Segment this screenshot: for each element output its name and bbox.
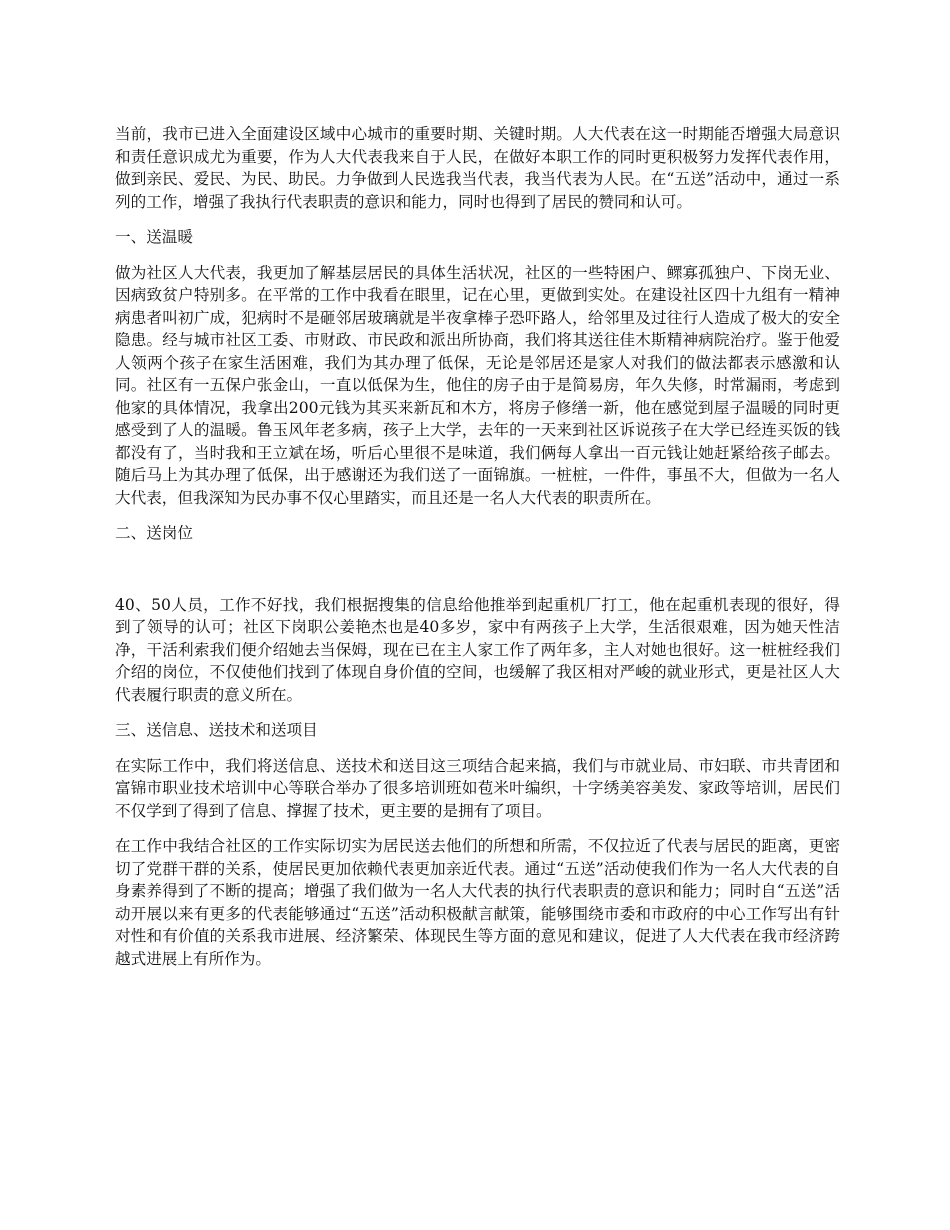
section-heading-2: 二、送岗位 — [115, 524, 193, 542]
intro-paragraph: 当前，我市已进入全面建设区域中心城市的重要时期、关键时期。人大代表在这一时期能否增强大局意识和责任意识成尤为重要，作为人大代表我来自于人民，在做好本职工作的同时更积极努力发挥代表作用，做到亲民、爱民、为民、助民。力争做到人民选我当代表，我当代表为人民。在“五送”活动中，通过一系列的工作，增强了我执行代表职责的意识和能力，同时也得到了居民的赞同和认可。 — [115, 125, 840, 211]
section-1-paragraph: 做为社区人大代表，我更加了解基层居民的具体生活状况，社区的一些特困户、鳏寡孤独户、下岗无业、因病致贫户特别多。在平常的工作中我看在眼里，记在心里，更做到实处。在建设社区四十九组有一精神病患者叫初广成，犯病时不是砸邻居玻璃就是半夜拿棒子恐吓路人，给邻里及过往行人造成了极大的安全隐患。经与城市社区工委、市财政、市民政和派出所协商，我们将其送往佳木斯精神病院治疗。鉴于他爱人领两个孩子在家生活困难，我们为其办理了低保，无论是邻居还是家人对我们的做法都表示感激和认同。社区有一五保户张金山，一直以低保为生，他住的房子由于是简易房，年久失修，时常漏雨，考虑到他家的具体情况，我拿出200元钱为其买来新瓦和木方，将房子修缮一新，他在感觉到屋子温暖的同时更感受到了人的温暖。鲁玉风年老多病，孩子上大学，去年的一天来到社区诉说孩子在大学已经连买饭的钱都没有了，当时我和王立斌在场，听后心里很不是味道，我们俩每人拿出一百元钱让她赶紧给孩子邮去。随后马上为其办理了低保，出于感谢还为我们送了一面锦旗。一桩桩，一件件，事虽不大，但做为一名人大代表，但我深知为民办事不仅心里踏实，而且还是一名人大代表的职责所在。 — [115, 263, 840, 507]
section-heading-3: 三、送信息、送技术和送项目 — [115, 721, 318, 739]
blank-gap — [115, 558, 840, 594]
conclusion-paragraph: 在工作中我结合社区的工作实际切实为居民送去他们的所想和所需，不仅拉近了代表与居民的距离，更密切了党群干群的关系，使居民更加依赖代表更加亲近代表。通过“五送”活动使我们作为一名人大代表的自身素养得到了不断的提高；增强了我们做为一名人大代表的执行代表职责的意识和能力；同时自“五送”活动开展以来有更多的代表能够通过“五送”活动积极献言献策，能够围绕市委和市政府的中心工作写出有针对性和有价值的关系我市进展、经济繁荣、体现民生等方面的意见和建议，促进了人大代表在我市经济跨越式进展上有所作为。 — [115, 837, 840, 968]
document-page — [115, 123, 840, 983]
section-heading-1: 一、送温暖 — [115, 228, 193, 246]
section-3-paragraph: 在实际工作中，我们将送信息、送技术和送目这三项结合起来搞，我们与市就业局、市妇联、市共青团和富锦市职业技术培训中心等联合举办了很多培训班如苞米叶编织，十字绣美容美发、家政等培训，居民们不仅学到了得到了信息、撑握了技术，更主要的是拥有了项目。 — [115, 756, 840, 820]
section-2-paragraph: 40、50人员，工作不好找，我们根据搜集的信息给他推举到起重机厂打工，他在起重机表现的很好，得到了领导的认可；社区下岗职公姜艳杰也是40多岁，家中有两孩子上大学，生活很艰难，因为她天性洁净，干活利索我们便介绍她去当保姆，现在已在主人家工作了两年多，主人对她也很好。这一桩桩经我们介绍的岗位，不仅使他们找到了体现自身价值的空间，也缓解了我区相对严峻的就业形式，更是社区人大代表履行职责的意义所在。 — [115, 595, 840, 704]
